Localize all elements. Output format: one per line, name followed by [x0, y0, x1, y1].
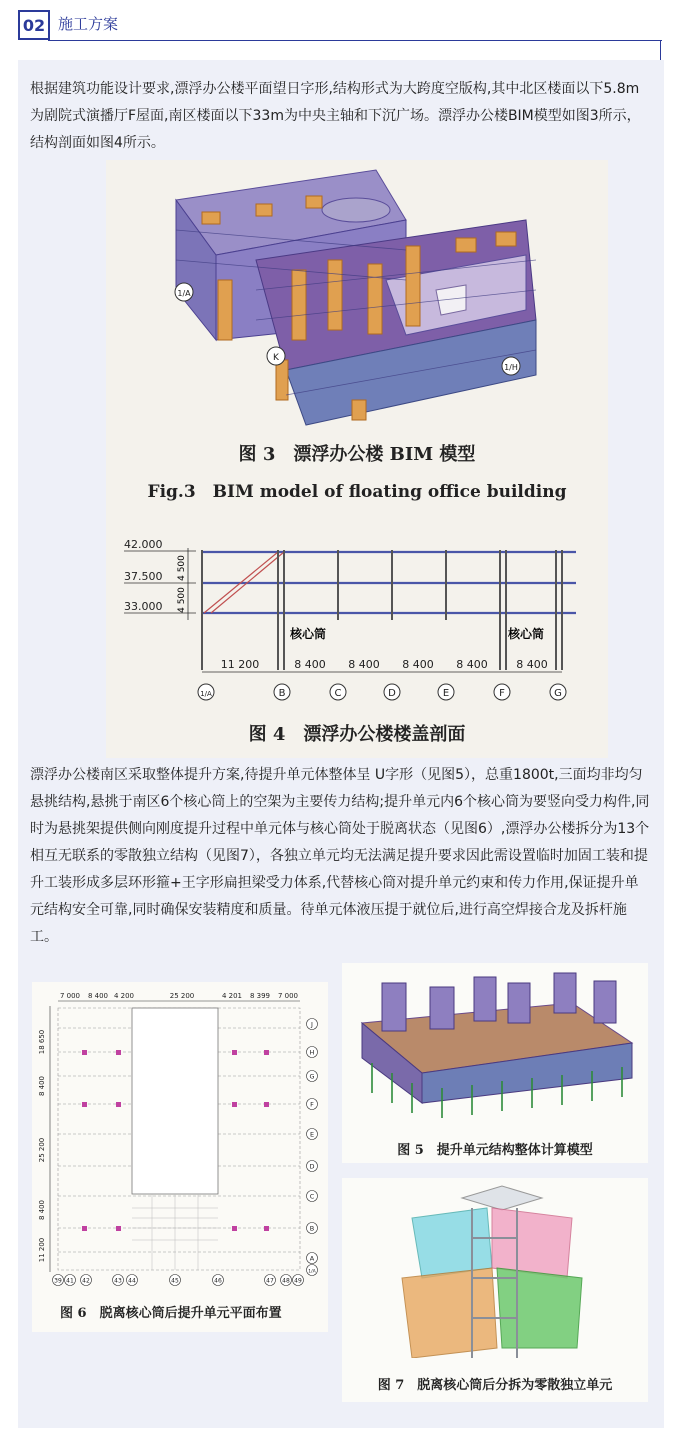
column-axis: 46: [214, 1277, 222, 1285]
figure-7-independent-units: [342, 1178, 648, 1402]
axis-bubble: B: [278, 688, 286, 699]
column-axis: 49: [294, 1277, 302, 1285]
elevation-label: 37.500: [124, 570, 163, 583]
section-header: [0, 0, 676, 60]
paragraph-lifting-plan: 漂浮办公楼南区采取整体提升方案,待提升单元体整体呈 U字形（见图5），总重1800t,三面均非均匀悬挑结构,悬挑于南区6个核心筒上的空架为主要传力结构;提升单元内6个核心筒为要竖向受力构件,同时为悬挑架提供侧向刚度提升过程中单元体与核心筒处于脱离状态（见图6）,漂浮办公楼拆分为13个相互无联系的零散独立结构（见图7），各独立单元均无法满足提升要求因此需设置临时加固工装和提升工装形成多层环形箍+王字形扁担梁受力体系,代替核心筒对提升单元约束和传力作用,保证提升单元结构安全可靠,同时确保安装精度和质量。待单元体液压提于就位后,进行高空焊接合龙及拆杆施工。: [30, 767, 650, 945]
row-axis: A: [309, 1254, 315, 1263]
figure-5-caption: 图 5 提升单元结构整体计算模型: [397, 1143, 593, 1158]
calc-model-illustration: [342, 963, 648, 1123]
left-dimension: 18 650: [38, 1029, 46, 1055]
row-axis: E: [309, 1130, 315, 1139]
column-axis: 43: [114, 1277, 122, 1285]
column-axis: 44: [128, 1277, 136, 1285]
top-dimension: 4 200: [113, 992, 135, 1000]
top-dimension: 7 000: [59, 992, 81, 1000]
top-dimension: 8 400: [87, 992, 109, 1000]
left-dimension: 25 200: [38, 1137, 46, 1163]
column-axis: 42: [82, 1277, 90, 1285]
row-axis: 1/A: [308, 1269, 316, 1275]
left-dimension: 8 400: [38, 1199, 46, 1221]
figure-3-bim-model: [106, 160, 608, 510]
span-dimension: 11 200: [220, 658, 260, 671]
section-number: 02: [18, 10, 50, 40]
axis-bubble: 1/A: [200, 690, 212, 698]
row-axis: H: [309, 1048, 315, 1057]
row-axis: B: [309, 1224, 315, 1233]
plan-layout-drawing: [32, 982, 328, 1287]
span-dimension: 8 400: [402, 658, 434, 671]
span-dimension: 8 400: [516, 658, 548, 671]
row-axis: D: [309, 1162, 315, 1171]
axis-bubble: G: [554, 688, 562, 699]
bim-model-illustration: [106, 160, 608, 430]
column-axis: 47: [266, 1277, 274, 1285]
span-dimension: 8 400: [294, 658, 326, 671]
independent-units-illustration: [342, 1178, 648, 1358]
figure-4-caption: 图 4 漂浮办公楼楼盖剖面: [248, 724, 466, 745]
figure-3-caption-cn: 图 3 漂浮办公楼 BIM 模型: [238, 444, 476, 465]
core-tube-label: 核心筒: [508, 627, 545, 641]
column-axis: 39: [54, 1277, 62, 1285]
height-label: 4 500: [177, 555, 187, 581]
top-dimension: 4 201: [221, 992, 243, 1000]
core-tube-label: 核心筒: [290, 627, 327, 641]
elevation-label: 42.000: [124, 538, 163, 551]
row-axis: G: [309, 1072, 315, 1081]
axis-bubble: D: [388, 688, 396, 699]
span-dimension: 8 400: [456, 658, 488, 671]
header-rule: [48, 40, 662, 41]
column-axis: 41: [66, 1277, 74, 1285]
row-axis: C: [309, 1192, 315, 1201]
axis-label-1h: 1/H: [504, 363, 518, 372]
axis-bubble: F: [499, 688, 505, 699]
figure-6-plan-layout: [32, 982, 328, 1332]
axis-label-1a: 1/A: [177, 289, 191, 298]
left-dimension: 11 200: [38, 1237, 46, 1263]
top-dimension: 25 200: [169, 992, 195, 1000]
column-axis: 45: [171, 1277, 179, 1285]
axis-label-k: K: [273, 353, 279, 363]
left-dimension: 8 400: [38, 1075, 46, 1097]
floor-section-drawing: [106, 510, 608, 710]
axis-bubble: E: [442, 688, 450, 699]
top-dimension: 8 399: [249, 992, 271, 1000]
figure-7-caption: 图 7 脱离核心筒后分拆为零散独立单元: [377, 1378, 613, 1393]
elevation-label: 33.000: [124, 600, 163, 613]
figure-3-caption-en: Fig.3 BIM model of floating office building: [147, 482, 567, 502]
axis-bubble: C: [334, 688, 342, 699]
top-dimension: 7 000: [277, 992, 299, 1000]
figure-5-calc-model: [342, 963, 648, 1163]
row-axis: J: [311, 1020, 313, 1029]
height-label: 4 500: [177, 587, 187, 613]
column-axis: 48: [282, 1277, 290, 1285]
figure-6-caption: 图 6 脱离核心筒后提升单元平面布置: [60, 1306, 282, 1321]
section-title: 施工方案: [58, 15, 119, 33]
paragraph-intro: 根据建筑功能设计要求,漂浮办公楼平面望日字形,结构形式为大跨度空版构,其中北区楼面以下5.8m为剧院式演播厅F屋面,南区楼面以下33m为中央主轴和下沉广场。漂浮办公楼BIM模型如图3所示，结构剖面如图4所示。: [30, 81, 641, 151]
span-dimension: 8 400: [348, 658, 380, 671]
row-axis: F: [310, 1100, 314, 1109]
figure-4-floor-section: [106, 510, 608, 758]
